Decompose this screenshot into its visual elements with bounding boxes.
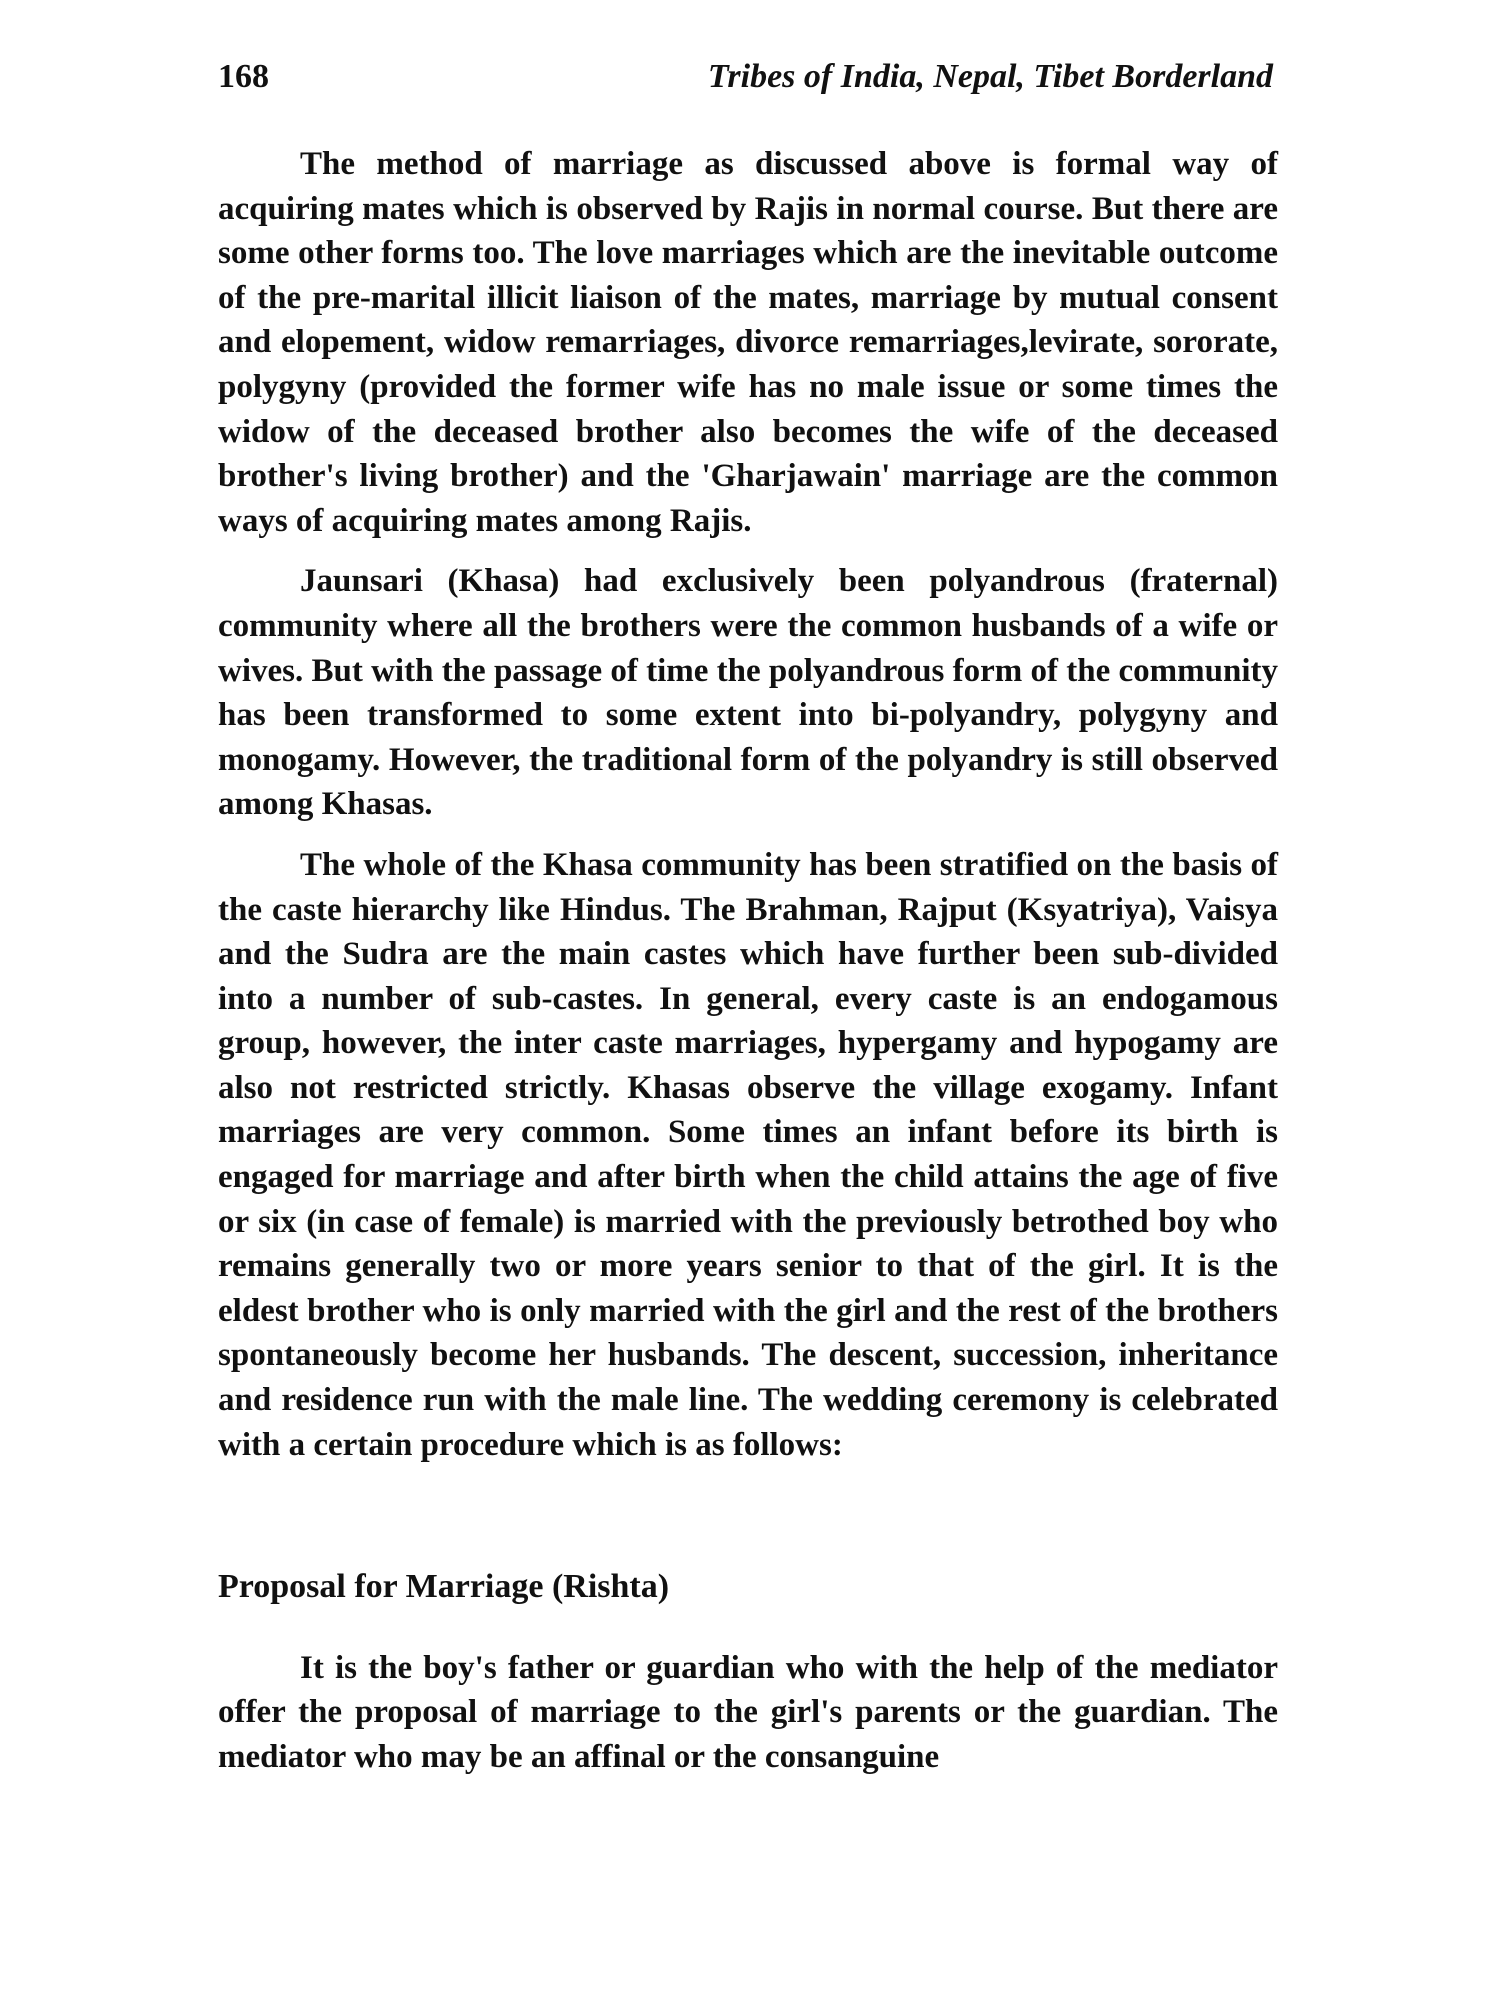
paragraph-jaunsari-polyandry: Jaunsari (Khasa) had exclusively been polyandrous (fraternal) community where all the brothers were the common husbands of a wife or wives. But with the passage of time the polyandrous form of the community has been transformed to some extent into bi-polyandry, polygyny and monogamy. However, the traditional form of the polyandry is still observed among Khasas. — [218, 563, 1278, 823]
page-number: 168 — [218, 58, 269, 95]
body-text — [218, 142, 1278, 1796]
paragraph-proposal: It is the boy's father or guardian who with the help of the mediator offer the proposal of marriage to the girl's parents or the guardian. The mediator who may be an affinal or the consanguine — [218, 1649, 1278, 1775]
section-heading: Proposal for Marriage (Rishta) — [218, 1568, 670, 1606]
paragraph-khasa-caste: The whole of the Khasa community has been stratified on the basis of the caste hierarchy like Hindus. The Brahman, Rajput (Ksyatriya), Vaisya and the Sudra are the main castes which have further been sub-divided into a number of sub-castes. In general, every caste is an endogamous group, however, the inter caste marriages, hypergamy and hypogamy are also not restricted strictly. Khasas observe the village exogamy. Infant marriages are very common. Some times an infant before its birth is engaged for marriage and after birth when the child attains the age of five or six (in case of female) is married with the previously betrothed boy who remains generally two or more years senior to that of the girl. It is the eldest brother who is only married with the girl and the rest of the brothers spontaneously become her husbands. The descent, succession, inheritance and residence run with the male line. The wedding ceremony is celebrated with a certain procedure which is as follows: — [218, 846, 1278, 1463]
page-header — [218, 58, 1273, 96]
running-title: Tribes of India, Nepal, Tibet Borderland — [707, 58, 1273, 95]
paragraph-rajis-marriage: The method of marriage as discussed above is formal way of acquiring mates which is observed by Rajis in normal course. But there are some other forms too. The love marriages which are the inevitable outcome of the pre-marital illicit liaison of the mates, marriage by mutual consent and elopement, widow remarriages, divorce remarriages,levirate, sororate, polygyny (provided the former wife has no male issue or some times the widow of the deceased brother also becomes the wife of the deceased brother's living brother) and the 'Gharjawain' marriage are the common ways of acquiring mates among Rajis. — [218, 146, 1278, 539]
